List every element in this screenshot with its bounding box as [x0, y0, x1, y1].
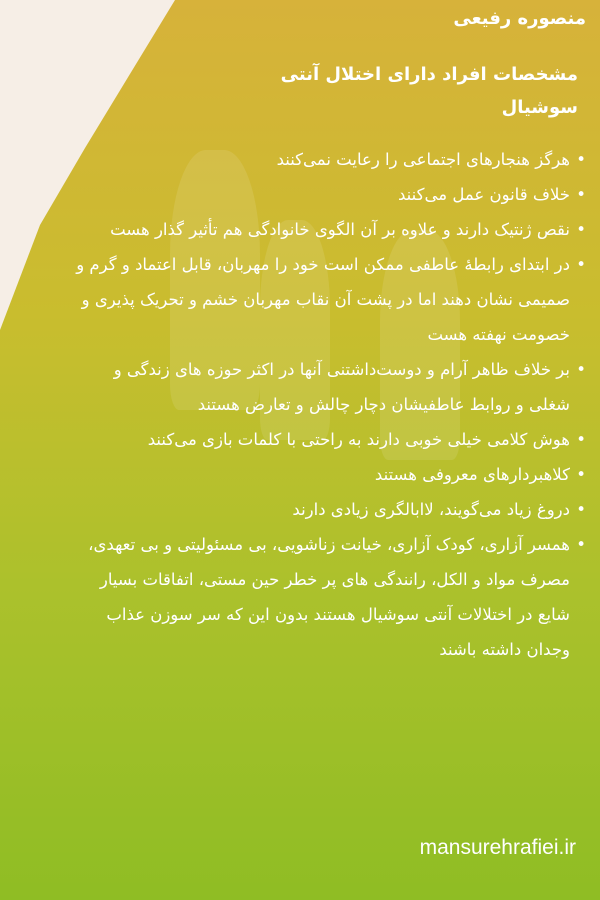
- list-item: • خلاف قانون عمل می‌کنند: [70, 177, 570, 212]
- list-item: • در ابتدای رابطهٔ عاطفی ممکن است خود را مهربان، قابل اعتماد و گرم و صمیمی نشان دهند اما در پشت آن نقاب مهربان خشم و تحریک پذیری و خصومت نهفته هست: [70, 247, 570, 352]
- list-item: • همسر آزاری، کودک آزاری، خیانت زناشویی، بی مسئولیتی و بی تعهدی، مصرف مواد و الکل، رانندگی های پر خطر حین مستی، اتفاقات بسیار شایع در اختلالات آنتی سوشیال هستند بدون این که سر سوزن عذاب وجدان داشته باشند: [70, 527, 570, 667]
- trait-list: [70, 142, 588, 667]
- list-item: • هرگز هنجارهای اجتماعی را رعایت نمی‌کنند: [70, 142, 570, 177]
- website-url: mansurehrafiei.ir: [419, 836, 576, 859]
- list-item: • کلاهبردارهای معروفی هستند: [70, 457, 570, 492]
- list-item: • بر خلاف ظاهر آرام و دوست‌داشتنی آنها در اکثر حوزه های زندگی و شغلی و روابط عاطفیشان دچار چالش و تعارض هستند: [70, 352, 570, 422]
- list-item: • دروغ زیاد می‌گویند، لاابالگری زیادی دارند: [70, 492, 570, 527]
- list-item: • نقص ژنتیک دارند و علاوه بر آن الگوی خانوادگی هم تأثیر گذار هست: [70, 212, 570, 247]
- list-item: • هوش کلامی خیلی خوبی دارند به راحتی با کلمات بازی می‌کنند: [70, 422, 570, 457]
- poster-heading: مشخصات افراد دارای اختلال آنتی سوشیال: [280, 64, 578, 118]
- author-name: منصوره رفیعی: [453, 8, 586, 29]
